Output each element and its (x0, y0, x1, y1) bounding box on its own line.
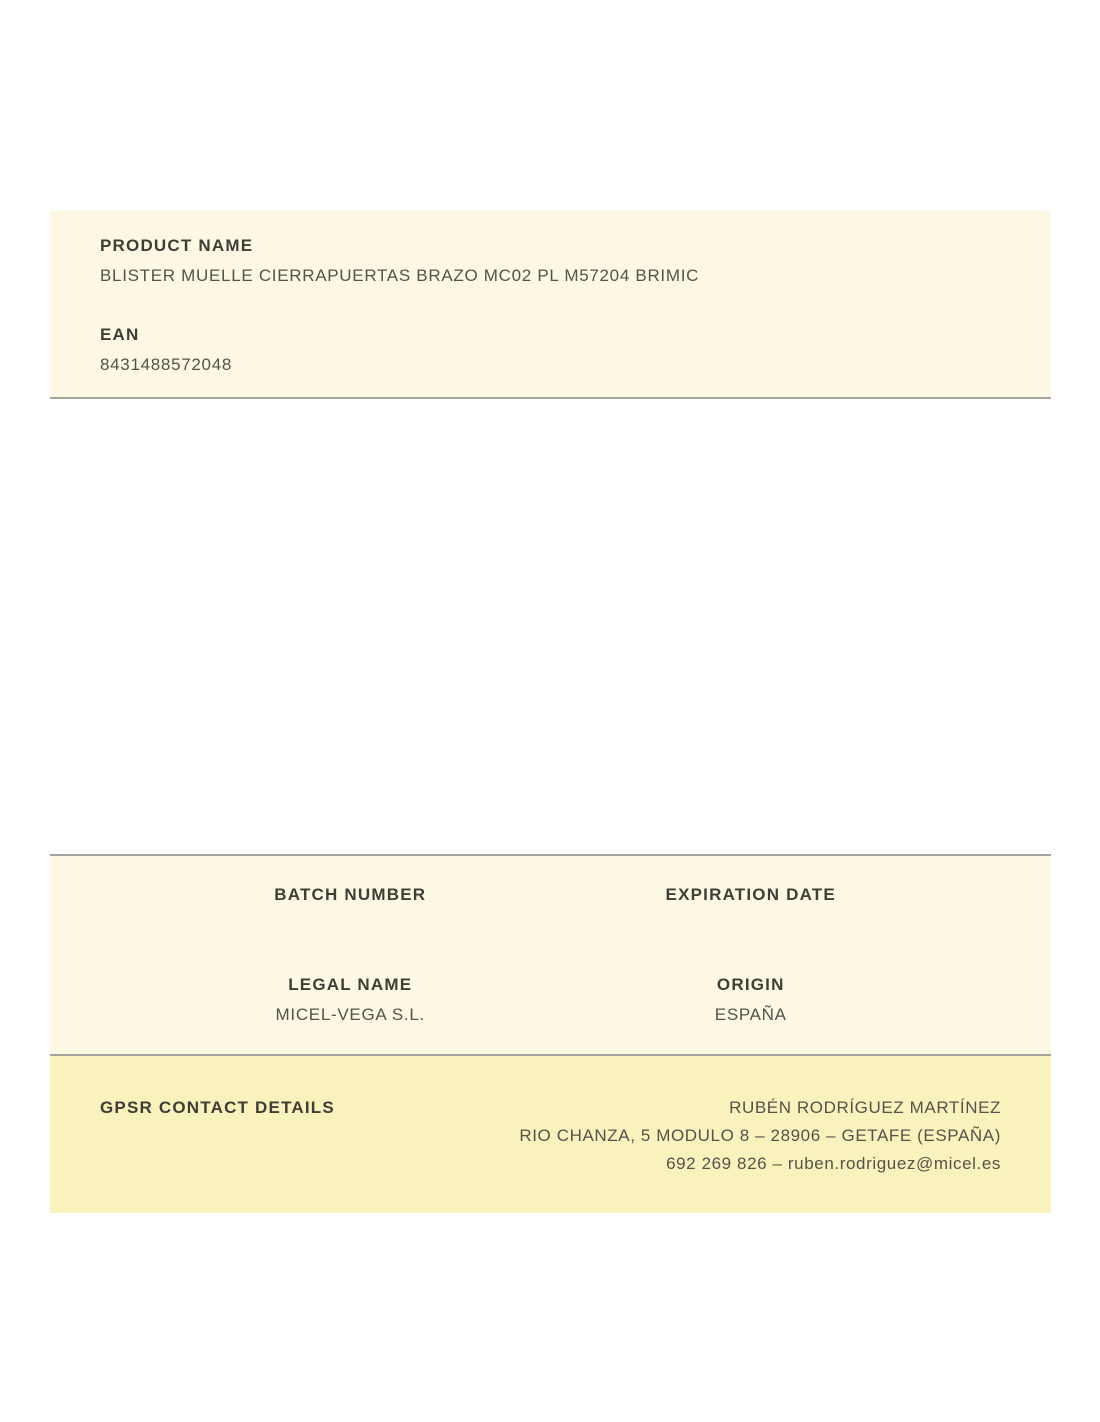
ean-label: EAN (100, 325, 140, 344)
gpsr-contact-section (50, 1056, 1051, 1213)
product-name-value: BLISTER MUELLE CIERRAPUERTAS BRAZO MC02 PL M57204 BRIMIC (100, 266, 700, 285)
legal-name-cell (150, 975, 551, 1024)
expiration-date-value (551, 915, 952, 934)
expiration-date-label: EXPIRATION DATE (665, 885, 836, 904)
origin-label: ORIGIN (716, 975, 785, 994)
product-name-field (100, 236, 1001, 285)
product-name-label: PRODUCT NAME (100, 236, 254, 255)
contact-phone-email: 692 269 826 – ruben.rodriguez@micel.es (666, 1154, 1001, 1173)
origin-value: ESPAÑA (714, 1005, 787, 1024)
expiration-date-cell (551, 885, 952, 934)
contact-person-name: RUBÉN RODRÍGUEZ MARTÍNEZ (729, 1098, 1001, 1117)
ean-field (100, 325, 1001, 374)
legal-name-value: MICEL-VEGA S.L. (275, 1005, 425, 1024)
batch-number-label: BATCH NUMBER (274, 885, 427, 904)
batch-number-cell (150, 885, 551, 934)
product-section (50, 211, 1051, 399)
batch-origin-section (50, 854, 1051, 1056)
origin-cell (551, 975, 952, 1024)
ean-value: 8431488572048 (100, 355, 233, 374)
batch-number-value (150, 915, 551, 934)
legal-name-label: LEGAL NAME (288, 975, 413, 994)
legal-origin-row (150, 975, 951, 1024)
contact-address: RIO CHANZA, 5 MODULO 8 – 28906 – GETAFE (ESPAÑA) (519, 1126, 1001, 1145)
gpsr-contact-label: GPSR CONTACT DETAILS (100, 1098, 335, 1117)
gpsr-contact-info (335, 1094, 1001, 1178)
batch-expiration-row (150, 885, 951, 934)
